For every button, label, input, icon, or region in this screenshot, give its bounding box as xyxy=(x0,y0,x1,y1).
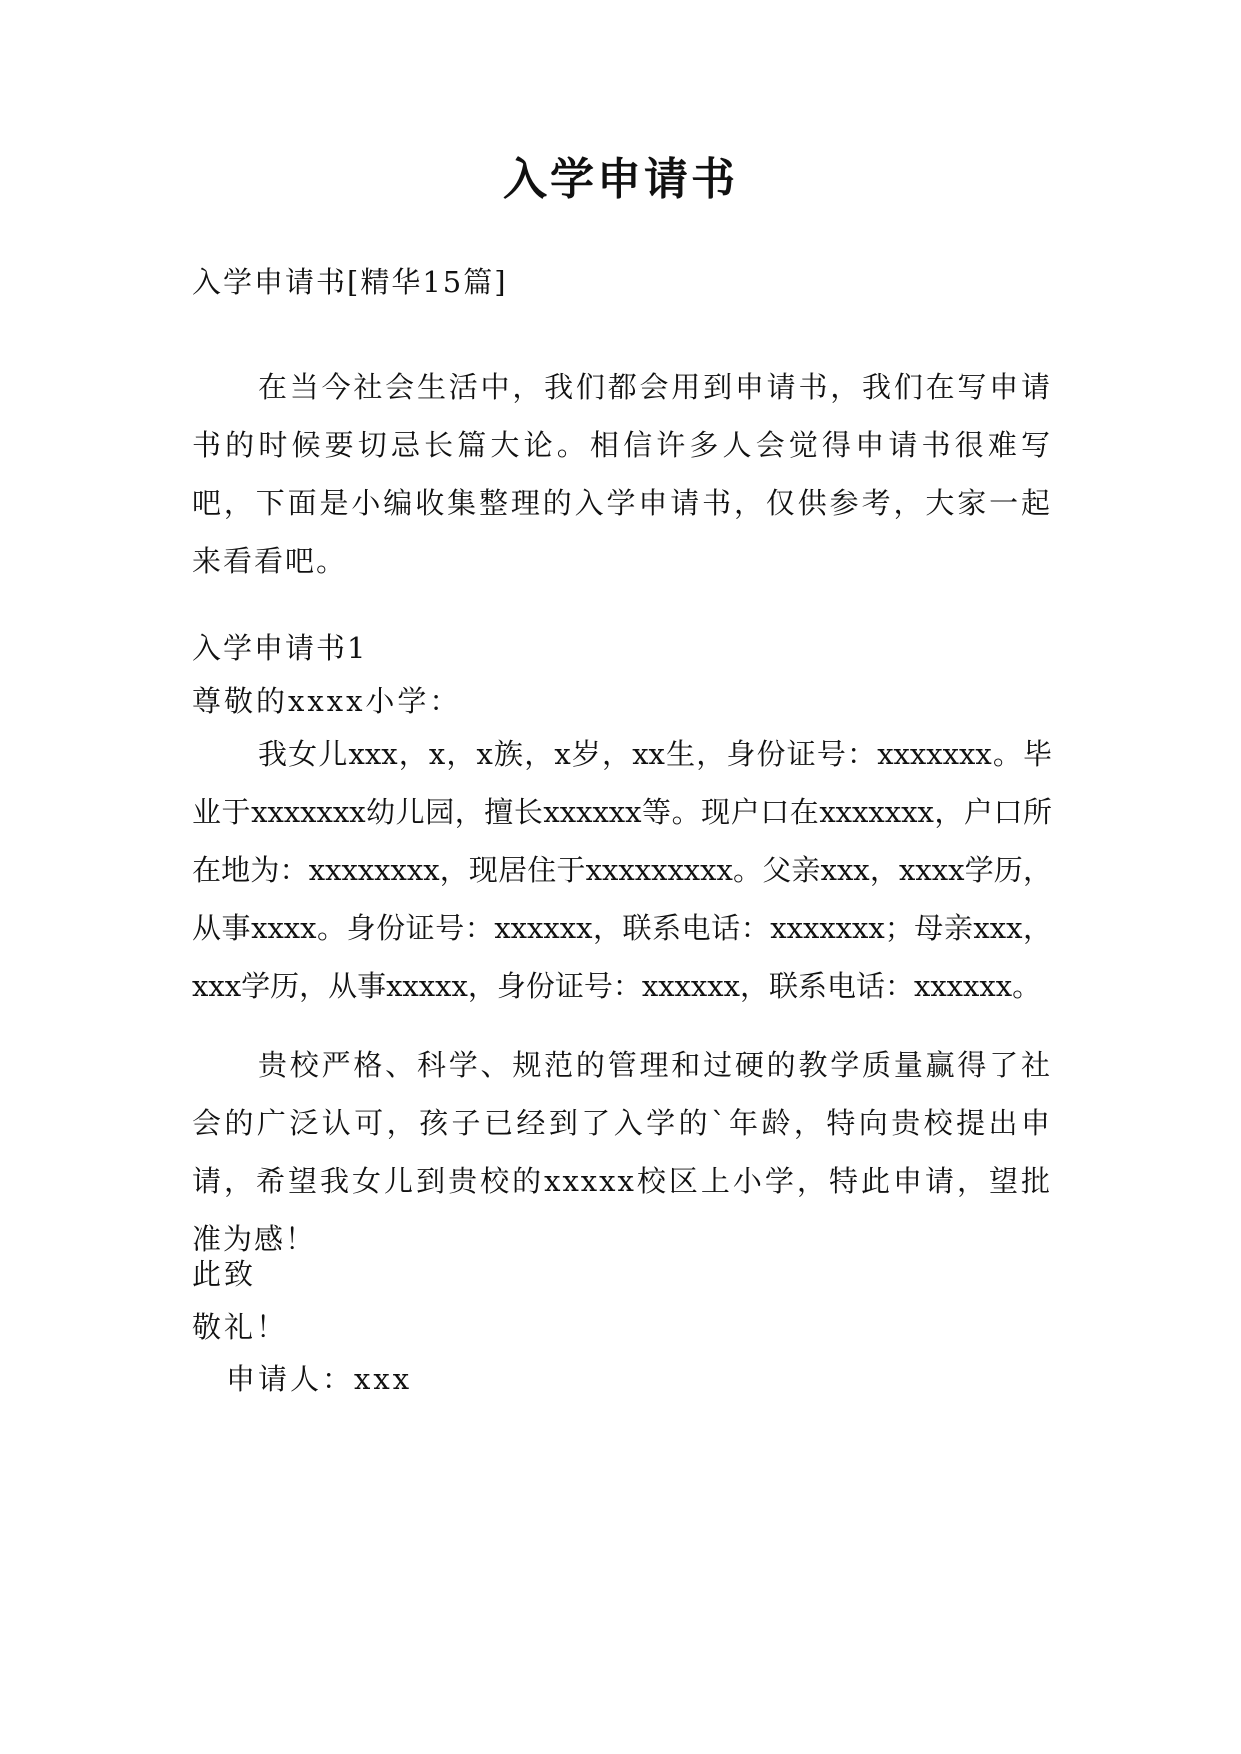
document-subtitle: 入学申请书[精华15篇] xyxy=(192,265,508,299)
section-heading: 入学申请书1 xyxy=(192,631,368,665)
closing-line-2: 敬礼！ xyxy=(192,1310,289,1344)
document-title: 入学申请书 xyxy=(503,154,738,205)
closing-line-1: 此致 xyxy=(192,1257,257,1291)
body-paragraph-2: 贵校严格、科学、规范的管理和过硬的教学质量赢得了社会的广泛认可，孩子已经到了入学的`年龄，特向贵校提出申请，希望我女儿到贵校的xxxxx校区上小学，特此申请，望批准为感！ xyxy=(192,1048,1052,1256)
intro-paragraph: 在当今社会生活中，我们都会用到申请书，我们在写申请书的时候要切忌长篇大论。相信许多人会觉得申请书很难写吧，下面是小编收集整理的入学申请书，仅供参考，大家一起来看看吧。 xyxy=(192,370,1052,578)
salutation: 尊敬的xxxx小学： xyxy=(192,684,462,718)
body-paragraph-1: 我女儿xxx，x，x族，x岁，xx生，身份证号：xxxxxxx。毕业于xxxxxxx幼儿园，擅长xxxxxx等。现户口在xxxxxxx，户口所在地为：xxxxxxxx，现居住于xxxxxxxxx。父亲xxx，xxxx学历，从事xxxx。身份证号：xxxxxx，联系电话：xxxxxxx；母亲xxx，xxx学历，从事xxxxx，身份证号：xxxxxx，联系电话：xxxxxx。 xyxy=(192,737,1052,1003)
signature-line: 申请人：xxx xyxy=(226,1362,413,1396)
